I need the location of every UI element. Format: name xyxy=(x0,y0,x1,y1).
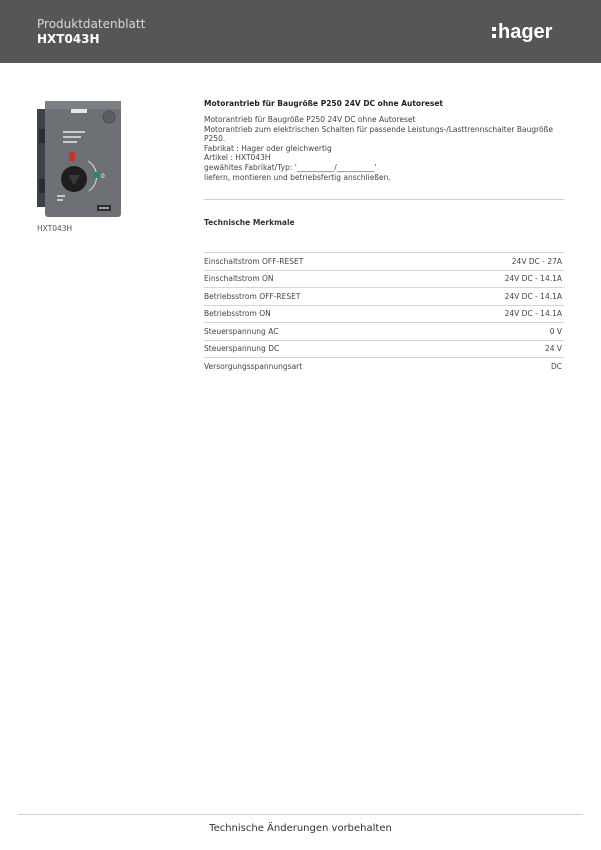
document-type: Produktdatenblatt xyxy=(37,17,146,31)
technical-section-title: Technische Merkmale xyxy=(204,218,295,227)
hager-logo xyxy=(492,18,572,46)
spec-label: Einschaltstrom OFF-RESET xyxy=(204,256,304,266)
article-number: HXT043H xyxy=(37,32,100,46)
description-line: liefern, montieren und betriebsfertig anschließen. xyxy=(204,172,391,182)
spec-row xyxy=(204,252,564,270)
product-image xyxy=(37,99,124,219)
spec-value: 24V DC - 14.1A xyxy=(504,291,562,301)
spec-value: 24V DC - 14.1A xyxy=(504,274,562,284)
svg-text:0: 0 xyxy=(101,173,105,180)
product-description xyxy=(204,99,564,182)
spec-label: Betriebsstrom ON xyxy=(204,309,271,319)
spec-row xyxy=(204,305,564,323)
section-divider xyxy=(204,199,564,200)
technical-specs-table xyxy=(204,252,564,375)
footer-note: Technische Änderungen vorbehalten xyxy=(209,823,392,834)
description-text xyxy=(204,115,564,182)
page-header xyxy=(0,0,601,63)
logo-text: hager xyxy=(498,21,553,43)
description-line: Fabrikat : Hager oder gleichwertig xyxy=(204,143,332,153)
spec-row xyxy=(204,357,564,375)
description-line: gewähltes Fabrikat/Typ: '__________/__________' xyxy=(204,162,377,172)
spec-row xyxy=(204,322,564,340)
product-title: Motorantrieb für Baugröße P250 24V DC ohne Autoreset xyxy=(204,99,444,108)
spec-value: DC xyxy=(550,361,562,371)
spec-value: 24 V xyxy=(544,344,562,354)
spec-label: Einschaltstrom ON xyxy=(204,274,274,284)
description-line: Motorantrieb zum elektrischen Schalten für passende Leistungs-/Lasttrennschalter Baugröße xyxy=(204,124,553,134)
spec-row xyxy=(204,340,564,358)
spec-value: 24V DC - 27A xyxy=(511,256,562,266)
spec-label: Steuerspannung DC xyxy=(204,344,280,354)
spec-value: 0 V xyxy=(549,326,562,336)
spec-label: Steuerspannung AC xyxy=(204,326,279,336)
spec-row xyxy=(204,287,564,305)
footer-divider xyxy=(18,814,583,815)
spec-value: 24V DC - 14.1A xyxy=(504,309,562,319)
description-line: Motorantrieb für Baugröße P250 24V DC ohne Autoreset xyxy=(204,115,416,124)
spec-row xyxy=(204,270,564,288)
spec-label: Betriebsstrom OFF-RESET xyxy=(204,291,301,301)
product-image-caption: HXT043H xyxy=(37,224,73,233)
spec-label: Versorgungsspannungsart xyxy=(204,361,303,371)
description-line: P250. xyxy=(204,134,226,144)
description-line: Artikel : HXT043H xyxy=(204,153,271,163)
